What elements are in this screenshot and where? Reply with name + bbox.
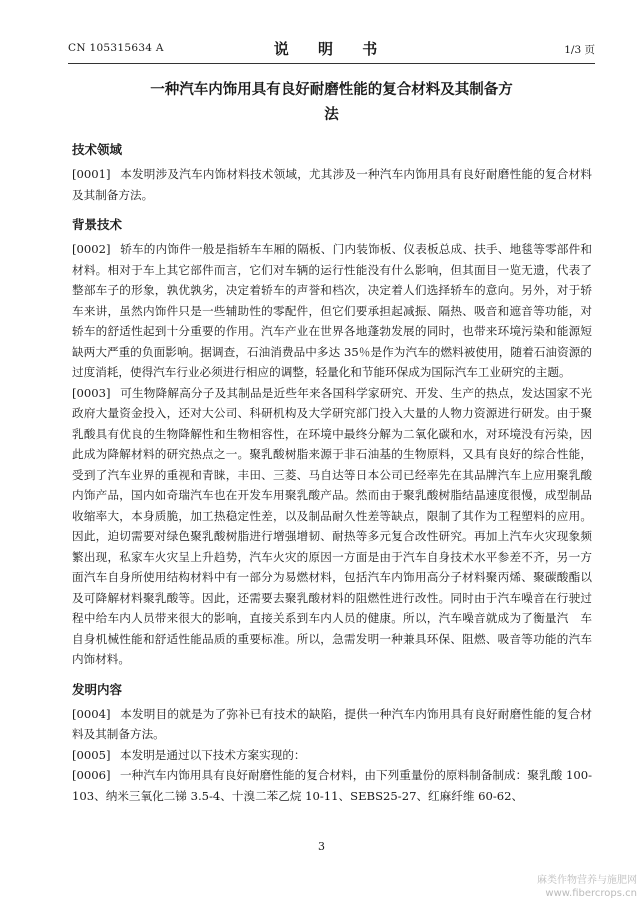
document-body [72, 140, 592, 806]
paragraph-text: 可生物降解高分子及其制品是近些年来各国科学家研究、开发、生产的热点，发达国家不光政府大量资金投入，还对大公司、科研机构及大学研究部门投入大量的人物力资源进行研发。由于聚乳酸具有优良的生物降解性和生物相容性，在环境中最终分解为二氧化碳和水，对环境没有污染，因此成为降解材料的研究热点之一。聚乳酸树脂来源于非石油基的生物原料，又具有良好的综合性能，受到了汽车业界的重视和青睐，丰田、三菱、马自达等日本公司已经率先在其品牌汽车上应用聚乳酸内饰产品，国内如奇瑞汽车也在开发车用聚乳酸产品。然而由于聚乳酸树脂结晶速度很慢，成型制品收缩率大，本身质脆，加工热稳定性差，以及制品耐久性差等缺点，限制了其作为工程塑料的应用。因此，迫切需要对绿色聚乳酸树脂进行增强增韧、耐热等多元复合改性研究。再加上汽车火灾现象频繁出现，私家车火灾呈上升趋势，汽车火灾的原因一方面是由于汽车自身技术水平参差不齐，另一方面汽车自身所使用结构材料中有一部分为易燃材料，包括汽车内饰用高分子材料聚丙烯、聚碳酸酯以及可降解材料聚乳酸等。因此，还需要去聚乳酸材料的阻燃性进行改性。同时由于汽车噪音在行驶过程中给车内人员带来很大的影响，直接关系到车内人员的健康。所以，汽车噪音就成为了衡量汽 车自身机械性能和舒适性能品质的重要标准。所以，急需发明一种兼具环保、阻燃、吸音等功能的汽车内饰材料。 [72, 385, 592, 666]
page-number: 3 [318, 840, 325, 853]
paragraph-0005 [72, 745, 592, 766]
paragraph-text: 本发明是通过以下技术方案实现的： [120, 747, 306, 762]
paragraph-text: 一种汽车内饰用具有良好耐磨性能的复合材料，由下列重量份的原料制备制成：聚乳酸 100-103、纳米三氧化二锑 3.5-4、十溴二苯乙烷 10-11、SEBS25-27、红麻纤维 60-62、 [72, 768, 592, 803]
paragraph-text: 轿车的内饰件一般是指轿车车厢的隔板、门内装饰板、仪表板总成、扶手、地毯等零部件和材料。相对于车上其它部件而言，它们对车辆的运行性能没有什么影响，但其面目一览无遗，代表了整部车子的形象，孰优孰劣，决定着轿车的声誉和档次，决定着人们选择轿车的意向。另外，对于轿车来讲，虽然内饰件只是一些辅助性的零配件，但它们要承担起减振、隔热、吸音和遮音等功能，对轿车的舒适性起到十分重要的作用。汽车产业在世界各地蓬勃发展的同时，也带来环境污染和能源短缺两大严重的负面影响。据调查，石油消费品中多达 35％是作为汽车的燃料被使用，随着石油资源的过度消耗，使得汽车行业必须进行相应的调整，轻量化和节能环保成为国际汽车工业研究的主题。 [72, 242, 592, 379]
header-divider [68, 63, 595, 64]
title-line-2: 法 [324, 106, 339, 123]
paragraph-number: [0004] [72, 706, 111, 721]
paragraph-number: [0003] [72, 385, 111, 400]
section-heading-background: 背景技术 [72, 217, 123, 232]
section-heading-tech-field: 技术领域 [72, 142, 123, 157]
watermark [537, 874, 637, 900]
paragraph-text: 本发明目的就是为了弥补已有技术的缺陷，提供一种汽车内饰用具有良好耐磨性能的复合材料及其制备方法。 [72, 706, 592, 741]
paragraph-0001 [72, 164, 592, 205]
header-title: 说 明 书 [273, 40, 390, 58]
paragraph-0002 [72, 239, 592, 383]
watermark-line-2: www.fibercrops.cn [545, 888, 637, 899]
paragraph-0006 [72, 765, 592, 806]
paragraph-number: [0006] [72, 768, 111, 782]
paragraph-text: 本发明涉及汽车内饰材料技术领域，尤其涉及一种汽车内饰用具有良好耐磨性能的复合材料及其制备方法。 [72, 167, 592, 202]
page-header [68, 38, 595, 60]
paragraph-number: [0001] [72, 167, 111, 181]
section-heading-invention: 发明内容 [72, 681, 123, 697]
paragraph-0004 [72, 704, 592, 745]
paragraph-number: [0005] [72, 747, 111, 762]
document-title [60, 77, 603, 127]
paragraph-0003 [72, 383, 592, 670]
watermark-line-1: 麻类作物营养与施肥网 [537, 875, 637, 886]
paragraph-number: [0002] [72, 242, 111, 256]
page-count: 1/3 页 [564, 44, 595, 56]
patent-number: CN 105315634 A [68, 42, 164, 54]
title-line-1: 一种汽车内饰用具有良好耐磨性能的复合材料及其制备方 [150, 81, 513, 98]
